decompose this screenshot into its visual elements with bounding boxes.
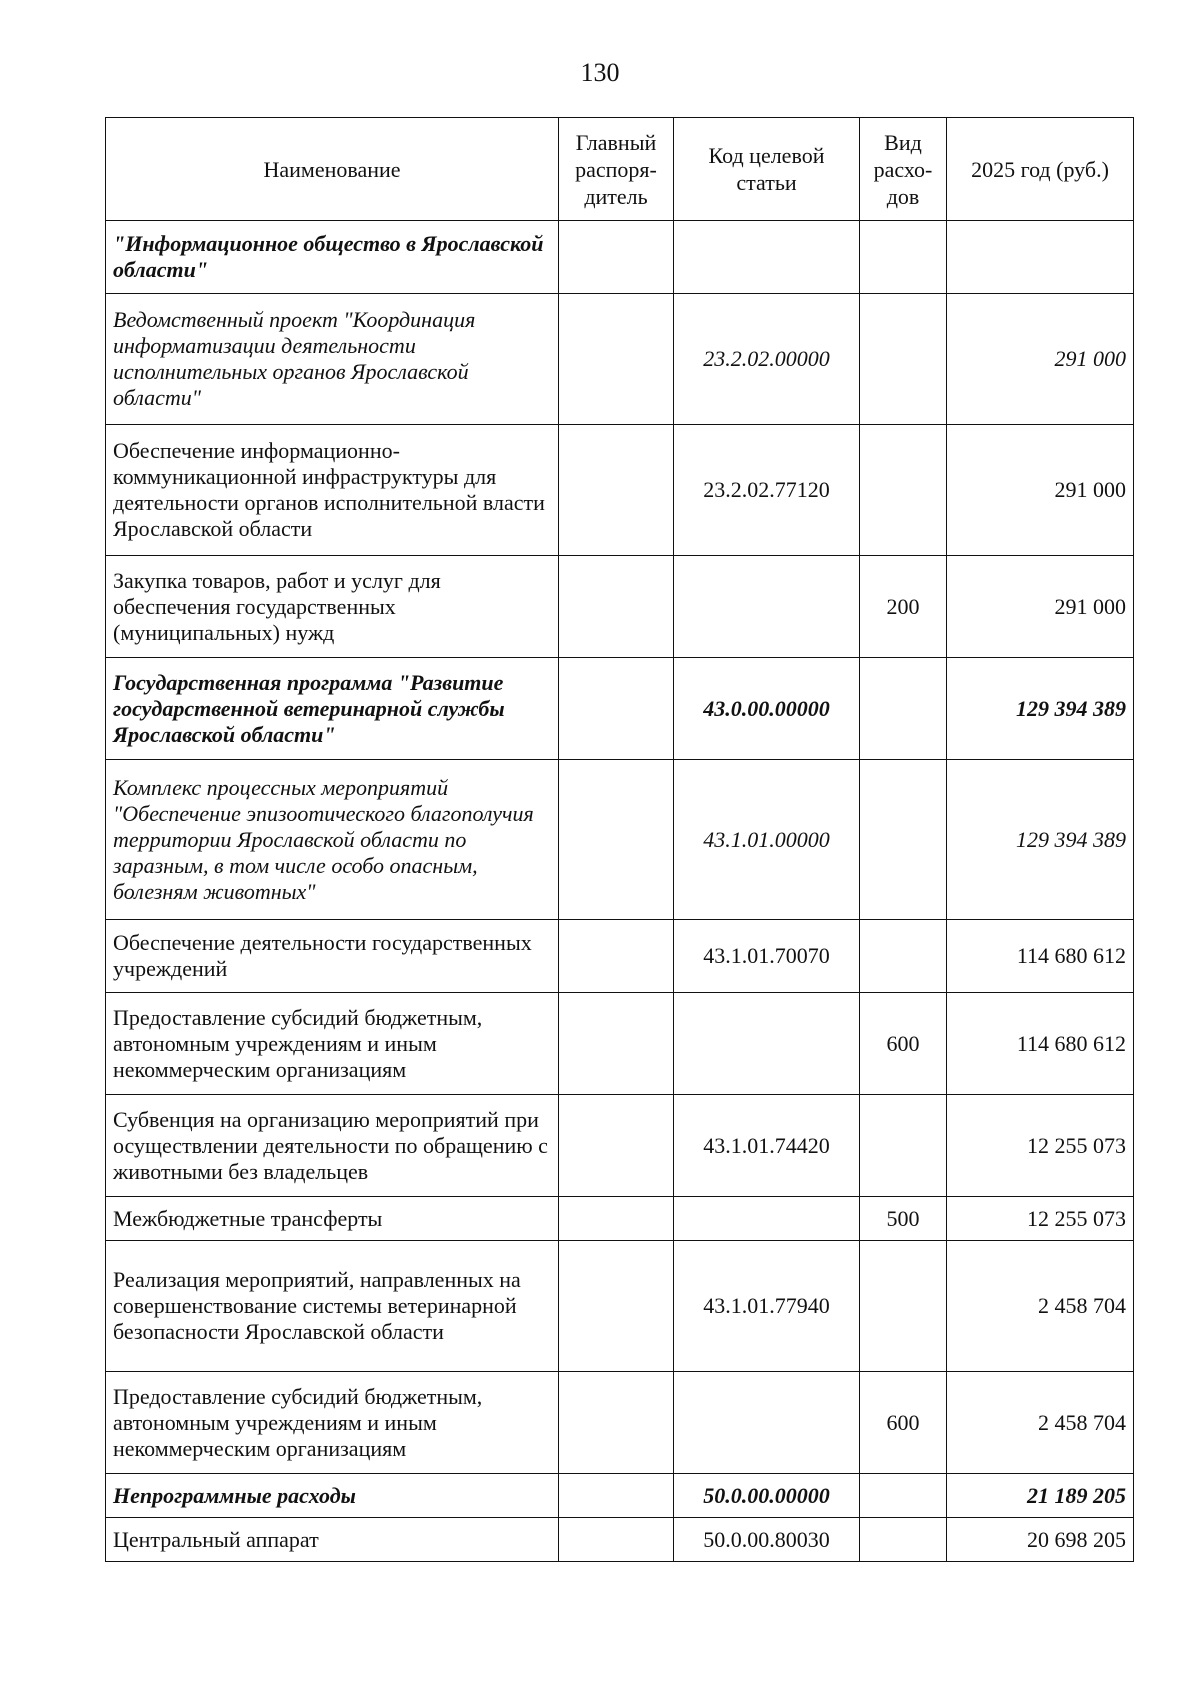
row-target-code: 23.2.02.00000 — [674, 294, 860, 425]
row-name: Предоставление субсидий бюджетным, автономным учреждениям и иным некоммерческим организациям — [106, 993, 559, 1095]
row-administrator — [559, 1474, 674, 1518]
row-name: Предоставление субсидий бюджетным, автономным учреждениям и иным некоммерческим организациям — [106, 1372, 559, 1474]
row-amount: 2 458 704 — [947, 1241, 1134, 1372]
row-name: Межбюджетные трансферты — [106, 1197, 559, 1241]
table-row — [106, 1372, 1134, 1474]
row-administrator — [559, 1197, 674, 1241]
row-administrator — [559, 425, 674, 556]
table-row — [106, 294, 1134, 425]
table-row — [106, 760, 1134, 920]
row-name: Непрограммные расходы — [106, 1474, 559, 1518]
row-name: Субвенция на организацию мероприятий при осуществлении деятельности по обращению с животными без владельцев — [106, 1095, 559, 1197]
row-target-code: 43.1.01.00000 — [674, 760, 860, 920]
row-amount — [947, 221, 1134, 294]
row-amount: 2 458 704 — [947, 1372, 1134, 1474]
row-expense-type — [860, 425, 947, 556]
row-name: Обеспечение информационно-коммуникационной инфраструктуры для деятельности органов исполнительной власти Ярославской области — [106, 425, 559, 556]
header-year-amount: 2025 год (руб.) — [947, 118, 1134, 221]
row-target-code: 43.1.01.77940 — [674, 1241, 860, 1372]
row-name: "Информационное общество в Ярославской области" — [106, 221, 559, 294]
row-amount: 114 680 612 — [947, 920, 1134, 993]
budget-table — [105, 117, 1134, 1562]
row-administrator — [559, 294, 674, 425]
row-administrator — [559, 556, 674, 658]
row-amount: 129 394 389 — [947, 760, 1134, 920]
row-expense-type — [860, 294, 947, 425]
header-administrator: Главный распоря-дитель — [559, 118, 674, 221]
row-expense-type — [860, 221, 947, 294]
row-amount: 291 000 — [947, 294, 1134, 425]
table-header-row — [106, 118, 1134, 221]
row-expense-type — [860, 760, 947, 920]
row-expense-type — [860, 1518, 947, 1562]
table-row — [106, 658, 1134, 760]
row-administrator — [559, 760, 674, 920]
row-administrator — [559, 1372, 674, 1474]
header-name: Наименование — [106, 118, 559, 221]
row-name: Государственная программа "Развитие государственной ветеринарной службы Ярославской области" — [106, 658, 559, 760]
row-administrator — [559, 993, 674, 1095]
table-row — [106, 556, 1134, 658]
row-amount: 291 000 — [947, 425, 1134, 556]
row-target-code — [674, 993, 860, 1095]
row-administrator — [559, 658, 674, 760]
table-row — [106, 993, 1134, 1095]
row-target-code — [674, 556, 860, 658]
row-amount: 12 255 073 — [947, 1197, 1134, 1241]
row-administrator — [559, 1518, 674, 1562]
table-row — [106, 1518, 1134, 1562]
row-amount: 12 255 073 — [947, 1095, 1134, 1197]
row-amount: 129 394 389 — [947, 658, 1134, 760]
row-amount: 21 189 205 — [947, 1474, 1134, 1518]
row-administrator — [559, 1241, 674, 1372]
table-row — [106, 1474, 1134, 1518]
row-expense-type — [860, 658, 947, 760]
table-row — [106, 920, 1134, 993]
table-row — [106, 1197, 1134, 1241]
row-expense-type: 200 — [860, 556, 947, 658]
row-expense-type — [860, 1241, 947, 1372]
header-expense-type: Вид расхо-дов — [860, 118, 947, 221]
row-name: Центральный аппарат — [106, 1518, 559, 1562]
table-row — [106, 1095, 1134, 1197]
row-name: Комплекс процессных мероприятий "Обеспечение эпизоотического благополучия территории Ярославской области по заразным, в том числе особо опасным, болезням животных" — [106, 760, 559, 920]
row-target-code: 50.0.00.00000 — [674, 1474, 860, 1518]
row-administrator — [559, 920, 674, 993]
row-amount: 291 000 — [947, 556, 1134, 658]
row-target-code: 43.0.00.00000 — [674, 658, 860, 760]
row-expense-type — [860, 1474, 947, 1518]
row-administrator — [559, 221, 674, 294]
row-expense-type: 600 — [860, 1372, 947, 1474]
row-target-code: 43.1.01.70070 — [674, 920, 860, 993]
row-target-code — [674, 1372, 860, 1474]
row-amount: 114 680 612 — [947, 993, 1134, 1095]
row-name: Обеспечение деятельности государственных учреждений — [106, 920, 559, 993]
row-administrator — [559, 1095, 674, 1197]
header-target-code: Код целевой статьи — [674, 118, 860, 221]
row-target-code — [674, 1197, 860, 1241]
row-target-code — [674, 221, 860, 294]
row-expense-type: 600 — [860, 993, 947, 1095]
table-row — [106, 221, 1134, 294]
table-row — [106, 425, 1134, 556]
page-number: 130 — [580, 58, 620, 87]
row-name: Ведомственный проект "Координация информатизации деятельности исполнительных органов Ярославской области" — [106, 294, 559, 425]
row-expense-type — [860, 920, 947, 993]
row-expense-type: 500 — [860, 1197, 947, 1241]
row-name: Закупка товаров, работ и услуг для обеспечения государственных (муниципальных) нужд — [106, 556, 559, 658]
row-amount: 20 698 205 — [947, 1518, 1134, 1562]
row-target-code: 43.1.01.74420 — [674, 1095, 860, 1197]
table-row — [106, 1241, 1134, 1372]
row-target-code: 50.0.00.80030 — [674, 1518, 860, 1562]
row-expense-type — [860, 1095, 947, 1197]
row-name: Реализация мероприятий, направленных на совершенствование системы ветеринарной безопасности Ярославской области — [106, 1241, 559, 1372]
row-target-code: 23.2.02.77120 — [674, 425, 860, 556]
